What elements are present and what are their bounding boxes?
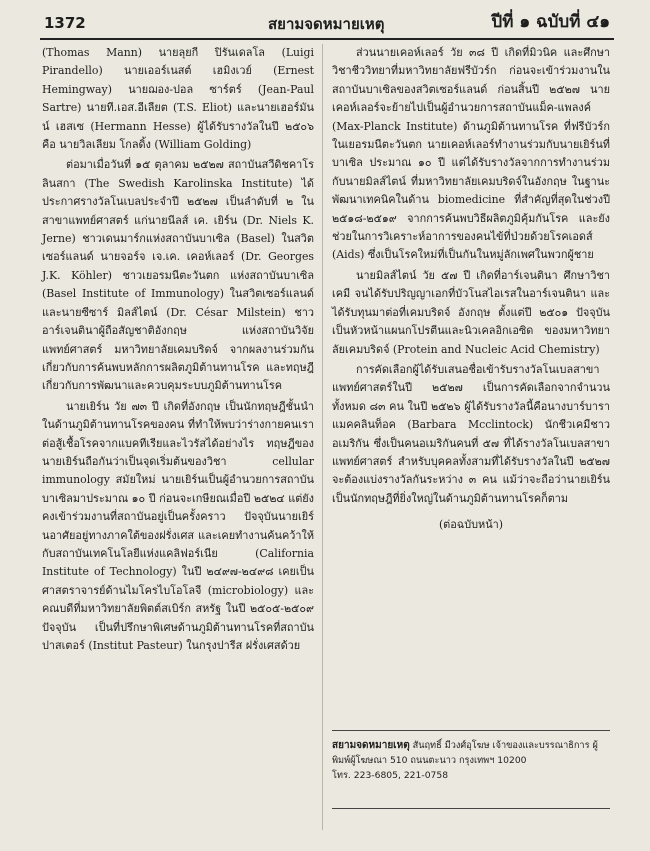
left-paragraph-1: (Thomas Mann) นายลุยกี ปิรันเดลโล (Luigi Pirandello) นายเออร์เนสต์ เฮมิงเวย์ (Ernest Hemingway) นายฌอง-ปอล ซาร์ตร์ (Jean-Paul Sartre) นายที.เอส.อีเลียต (T.S. Eliot) และนายเฮอร์มันน์ เฮสเซ (Hermann Hesse) ผู้ได้รับรางวัลในปี ๒๕๐๖ คือ นายวิลเลียม โกลดิ้ง (William Golding) [42,46,314,152]
imprint-rule-top [332,730,610,731]
magazine-title: สยามจดหมายเหตุ [268,15,385,33]
column-divider [322,44,323,830]
imprint-phone: โทร. 223-6805, 221-0758 [332,770,449,781]
imprint-brand: สยามจดหมายเหตุ [332,740,410,751]
right-paragraph-2: นายมิลส์ไตน์ วัย ๕๗ ปี เกิดที่อาร์เจนตินา ศึกษาวิชาเคมี จนได้รับปริญญาเอกที่บัวโนสไอเรสในอาร์เจนตินา และได้รับทุนมาต่อที่เคมบริดจ์ อังกฤษ ตั้งแต่ปี ๒๕๐๑ ปัจจุบันเป็นหัวหน้าแผนกโปรตีนและนิวเคลอิกเอซิด ของมหาวิทยาลัยเคมบริดจ์ (Protein and Nucleic Acid Chemistry) [332,268,610,356]
left-paragraph-3: นายเยิร์น วัย ๗๓ ปี เกิดที่อังกฤษ เป็นนักทฤษฎีชั้นนำในด้านภูมิต้านทานโรคของคน ที่ทำให้พบว่าร่างกายคนเรา ต่อสู้เชื้อโรคจากแบคทีเรียและไวรัสได้อย่างไร ทฤษฎีของนายเยิร์นถือกันว่าเป็นจุดเริ่มต้นของวิชา cellular immunology สมัยใหม่ นายเยิร์นเป็นผู้อำนวยการสถาบันบาเซิลมาประมาณ ๑๐ ปี ก่อนจะเกษียณเมื่อปี ๒๕๒๔ แต่ยังคงเข้าร่วมงานที่สถาบันอยู่เป็นครั้งคราว ปัจจุบันนายเยิร์นอาศัยอยู่ทางภาคใต้ของฝรั่งเศส และเคยทำงานค้นคว้าให้กับสถาบันเทคโนโลยีแห่งแคลิฟอร์เนีย (California Institute of Technology) ในปี ๒๔๙๗-๒๔๙๘ เคยเป็นศาสตราจารย์ด้านไมโครไบโอโลจี (microbiology) และคณบดีที่มหาวิทยาลัยพิตต์สเบิร์ก สหรัฐ ในปี ๒๕๐๕-๒๕๐๙ ปัจจุบัน เป็นที่ปรึกษาพิเศษด้านภูมิต้านทานโรคที่สถาบันปาสเตอร์ (Institut Pasteur) ในกรุงปารีส ฝรั่งเศสด้วย [42,399,314,652]
page-number: 1372 [44,14,86,32]
continued-note: (ต่อฉบับหน้า) [438,518,504,532]
imprint-rule-bottom [332,808,610,809]
header-rule [40,38,614,40]
right-paragraph-1: ส่วนนายเคอห์เลอร์ วัย ๓๘ ปี เกิดที่มิวนิค และศึกษาวิชาชีววิทยาที่มหาวิทยาลัยฟรีบัวร์ก ก่อนจะเข้าร่วมงานในสถาบันบาเซิลของสวิตเซอร์แลนด์ ก่อนสิ้นปี ๒๕๒๗ นายเคอห์เลอร์จะย้ายไปเป็นผู้อำนวยการสถาบันแม็ค-แพลงค์ (Max-Planck Institute) ด้านภูมิต้านทานโรค ที่ฟรีบัวร์กในเยอรมนีตะวันตก นายเคอห์เลอร์ทำงานร่วมกับนายเยิร์นที่บาเซิล ประมาณ ๑๐ ปี แต่ได้รับรางวัลจากการทำงานร่วมกับนายมิลส์ไตน์ ที่มหาวิทยาลัยเคมบริดจ์ในอังกฤษ ในฐานะพัฒนาเทคนิคในด้าน biomedicine ที่สำคัญที่สุดในช่วงปี ๒๕๑๘-๒๕๑๙ จากการค้นพบวิธีผลิตภูมิคุ้มกันโรค และยังช่วยในการวิเคราะห์อาการของคนไข้ที่ป่วยด้วยโรคเอดส์ (Aids) ซึ่งเป็นโรคใหม่ที่เป็นกันในหมู่ลักเพศในพวกผู้ชาย [332,46,610,262]
right-column [332,44,610,535]
right-paragraph-3: การคัดเลือกผู้ได้รับเสนอชื่อเข้ารับรางวัลโนเบลสาขาแพทย์ศาสตร์ในปี ๒๕๒๗ เป็นการคัดเลือกจากจำนวนทั้งหมด ๘๓ คน ในปี ๒๕๒๖ ผู้ได้รับรางวัลนี้คือนางบาร์บารา แมคคลินท็อค (Barbara Mcclintock) นักชีวเคมีชาวอเมริกัน ซึ่งเป็นคนอเมริกันคนที่ ๕๗ ที่ได้รางวัลโนเบลสาขาแพทย์ศาสตร์ สำหรับบุคคลทั้งสามที่ได้รับรางวัลในปี ๒๕๒๗ จะต้องแบ่งรางวัลกันระหว่าง ๓ คน แม้ว่าจะถือว่านายเยิร์นเป็นนักทฤษฎีที่ยิ่งใหญ่ในด้านภูมิต้านทานโรคก็ตาม [332,362,610,505]
imprint-publisher: สันฤทธิ์ มีวงศ์อุโฆษ เจ้าของและบรรณาธิการ ผู้พิมพ์ผู้โฆษณา 510 ถนนตะนาว กรุงเทพฯ 10200 [332,740,598,766]
left-column [42,44,314,655]
left-paragraph-2: ต่อมาเมื่อวันที่ ๑๕ ตุลาคม ๒๕๒๗ สถาบันสวีดิชคาโรลินสกา (The Swedish Karolinska Institute) ได้ประกาศรางวัลโนเบลประจำปี ๒๕๒๗ เป็นลำดับที่ ๒ ในสาขาแพทย์ศาสตร์ แก่นายนีลส์ เค. เยิร์น (Dr. Niels K. Jerne) ชาวเดนมาร์กแห่งสถาบันบาเซิล (Basel) ในสวิตเซอร์แลนด์ นายจอร์จ เจ.เค. เคอห์เลอร์ (Dr. Georges J.K. Köhler) ชาวเยอรมนีตะวันตก แห่งสถาบันบาเซิล (Basel Institute of Immunology) ในสวิตเซอร์แลนด์ และนายซีซาร์ มิลส์ไตน์ (Dr. César Milstein) ชาวอาร์เจนตินาผู้ถือสัญชาติอังกฤษ แห่งสถาบันวิจัยแพทย์ศาสตร์ มหาวิทยาลัยเคมบริดจ์ จากผลงานร่วมกัน เกี่ยวกับการค้นพบหลักการผลิตภูมิต้านทานโรค และทฤษฎีเกี่ยวกับการพัฒนาและควบคุมระบบภูมิต้านทานโรค [42,158,314,393]
imprint-box [332,738,610,783]
issue-label: ปีที่ ๑ ฉบับที่ ๔๑ [491,12,610,32]
